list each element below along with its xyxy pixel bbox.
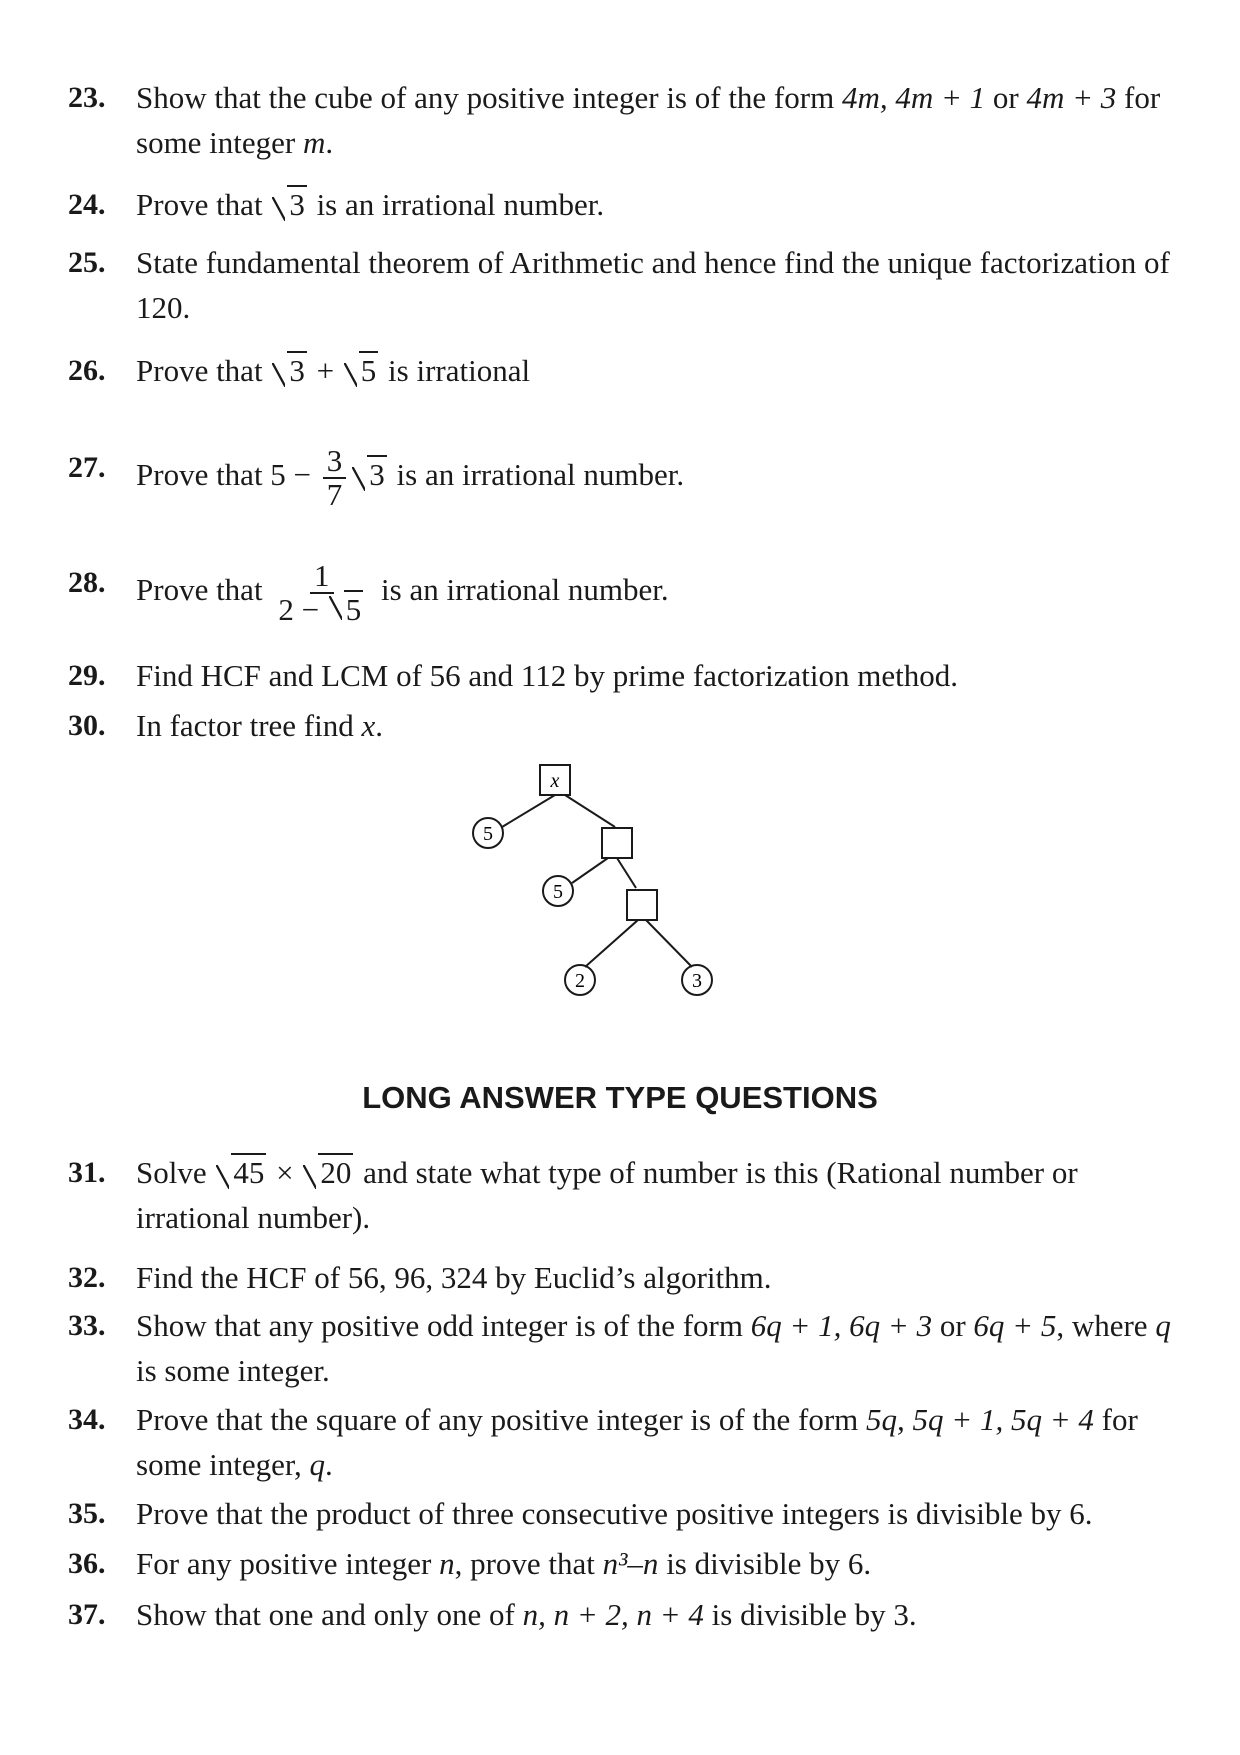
section-heading: LONG ANSWER TYPE QUESTIONS xyxy=(362,1080,878,1115)
question-number: 36. xyxy=(68,1547,106,1580)
tree-branch xyxy=(585,920,638,967)
radicand: 45 xyxy=(233,1155,265,1190)
text-part: , where xyxy=(1056,1308,1156,1343)
text-part: is an irrational number. xyxy=(308,187,605,222)
math-var: m xyxy=(303,125,326,160)
question-text xyxy=(136,75,1193,165)
square-root xyxy=(329,594,364,626)
text-part: is some integer. xyxy=(136,1353,330,1388)
math-var: q xyxy=(309,1447,326,1482)
question-text: Find HCF and LCM of 56 and 112 by prime factorization method. xyxy=(136,658,958,693)
question-text xyxy=(136,1150,1193,1240)
text-part: . xyxy=(375,708,384,743)
fraction xyxy=(274,560,369,626)
question-35 xyxy=(68,1491,1193,1536)
numerator: 3 xyxy=(323,445,347,479)
question-32 xyxy=(68,1255,1193,1300)
radicand: 5 xyxy=(345,592,362,627)
text-part: or xyxy=(985,80,1027,115)
operator: + xyxy=(308,353,342,388)
question-24 xyxy=(68,182,1193,227)
denominator: 7 xyxy=(326,477,343,512)
tree-branch xyxy=(617,858,636,888)
question-33 xyxy=(68,1303,1193,1393)
operator: × xyxy=(268,1155,302,1190)
square-root xyxy=(303,1150,353,1195)
square-root xyxy=(216,1150,266,1195)
question-25 xyxy=(68,240,1193,330)
text-part: for some integer, xyxy=(136,1402,1138,1482)
tree-root-label: x xyxy=(550,770,560,792)
tree-node-label: 3 xyxy=(692,970,702,992)
square-root xyxy=(272,182,307,227)
text-part: is irrational xyxy=(380,353,531,388)
denominator xyxy=(274,594,369,626)
math-var: q xyxy=(1155,1308,1171,1343)
question-number: 28. xyxy=(68,566,106,599)
question-text xyxy=(136,703,1193,748)
question-29 xyxy=(68,653,1193,698)
question-number: 35. xyxy=(68,1497,106,1530)
math-expr: 6q + 1, 6q + 3 xyxy=(750,1308,933,1343)
text-part: for some integer xyxy=(136,80,1161,160)
question-text xyxy=(136,445,1193,511)
text-part: 2 − xyxy=(278,592,327,627)
question-number: 26. xyxy=(68,354,106,387)
text-part: In factor tree find xyxy=(136,708,362,743)
question-28 xyxy=(68,560,1193,626)
tree-node-blank xyxy=(602,828,632,858)
question-number: 25. xyxy=(68,246,106,279)
question-36 xyxy=(68,1541,1193,1586)
tree-node-label: 2 xyxy=(575,970,585,992)
factor-tree xyxy=(440,755,740,1015)
question-30 xyxy=(68,703,1193,748)
radicand: 3 xyxy=(369,457,385,493)
question-number: 33. xyxy=(68,1309,106,1342)
tree-node-blank xyxy=(627,890,657,920)
question-23 xyxy=(68,75,1193,165)
math-expr: n, n + 2, n + 4 xyxy=(522,1597,704,1632)
square-root xyxy=(344,348,379,393)
text-part: Show that one and only one of xyxy=(136,1597,523,1632)
question-26 xyxy=(68,348,1193,393)
tree-branch xyxy=(565,795,615,827)
text-part: Prove that 5 − xyxy=(136,457,319,493)
radicand: 3 xyxy=(289,187,305,222)
question-number: 31. xyxy=(68,1156,106,1189)
tree-node-label: 5 xyxy=(483,823,493,845)
question-text xyxy=(136,1592,1193,1637)
tree-branch xyxy=(502,795,555,827)
text-part: is divisible by 6. xyxy=(658,1546,872,1581)
question-text xyxy=(136,348,1193,393)
question-number: 29. xyxy=(68,659,106,692)
question-number: 23. xyxy=(68,81,106,114)
question-27 xyxy=(68,445,1193,511)
question-number: 27. xyxy=(68,451,106,484)
question-37 xyxy=(68,1592,1193,1637)
text-part: Show that any positive odd integer is of the form xyxy=(136,1308,751,1343)
radicand: 3 xyxy=(289,353,305,388)
math-expr: 6q + 5 xyxy=(973,1308,1057,1343)
question-number: 32. xyxy=(68,1261,106,1294)
text-part: Prove that xyxy=(136,353,271,388)
text-part: or xyxy=(932,1308,974,1343)
math-var: x xyxy=(361,708,376,743)
text-part: is an irrational number. xyxy=(373,572,669,608)
math-expr: 4m + 3 xyxy=(1026,80,1117,115)
question-text xyxy=(136,560,1193,626)
text-part: Prove that xyxy=(136,187,271,222)
math-var: n xyxy=(439,1546,455,1581)
numerator: 1 xyxy=(310,560,334,594)
tree-branch xyxy=(572,858,608,883)
question-text: Prove that the product of three consecutive positive integers is divisible by 6. xyxy=(136,1496,1093,1531)
text-part: is divisible by 3. xyxy=(703,1597,917,1632)
math-expr: 4m, 4m + 1 xyxy=(841,80,986,115)
question-text: State fundamental theorem of Arithmetic and hence find the unique factorization of 120. xyxy=(136,245,1170,325)
question-number: 34. xyxy=(68,1403,106,1436)
tree-branch xyxy=(646,920,692,967)
question-number: 30. xyxy=(68,709,106,742)
tree-node-label: 5 xyxy=(553,881,563,903)
text-part: and state what type of number is this (Rational number or irrational number). xyxy=(136,1155,1078,1235)
question-text xyxy=(136,1397,1193,1487)
text-part: . xyxy=(325,125,334,160)
text-part: Solve xyxy=(136,1155,215,1190)
question-number: 37. xyxy=(68,1598,106,1631)
question-text xyxy=(136,182,1193,227)
text-part: , prove that xyxy=(454,1546,603,1581)
text-part: For any positive integer xyxy=(136,1546,440,1581)
question-34 xyxy=(68,1397,1193,1487)
square-root xyxy=(352,452,387,497)
text-part: Show that the cube of any positive integer is of the form xyxy=(136,80,842,115)
question-text xyxy=(136,1303,1193,1393)
square-root xyxy=(272,348,307,393)
text-part: Prove that xyxy=(136,572,271,608)
question-text: Find the HCF of 56, 96, 324 by Euclid’s algorithm. xyxy=(136,1260,772,1295)
math-expr: 5q, 5q + 1, 5q + 4 xyxy=(866,1402,1094,1437)
question-text xyxy=(136,1541,1193,1586)
text-part: Prove that the square of any positive integer is of the form xyxy=(136,1402,867,1437)
radicand: 20 xyxy=(320,1155,352,1190)
math-expr: n³–n xyxy=(602,1546,659,1581)
question-number: 24. xyxy=(68,188,106,221)
question-31 xyxy=(68,1150,1193,1240)
text-part: . xyxy=(325,1447,333,1482)
radicand: 5 xyxy=(360,353,377,388)
text-part: is an irrational number. xyxy=(388,457,685,493)
fraction xyxy=(323,445,347,511)
